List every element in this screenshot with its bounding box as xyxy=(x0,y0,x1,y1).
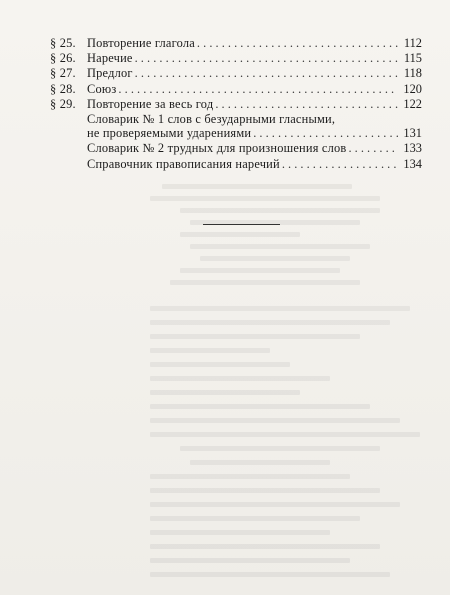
page-number: 120 xyxy=(403,81,422,96)
section-title: Наречие xyxy=(87,51,133,66)
page-number: 112 xyxy=(403,36,422,50)
page-number: 118 xyxy=(403,66,422,81)
section-divider-rule xyxy=(203,224,280,225)
leader-dots xyxy=(348,141,398,156)
section-number: § 26. xyxy=(50,51,76,66)
section-number: § 27. xyxy=(50,66,76,81)
toc-entry[interactable] xyxy=(50,97,422,112)
toc-appendix-entry-continued[interactable] xyxy=(50,126,422,141)
section-number: § 28. xyxy=(50,81,76,96)
toc-entry[interactable] xyxy=(50,66,422,81)
leader-dots xyxy=(118,82,398,97)
leader-dots xyxy=(135,51,398,66)
page-number: 122 xyxy=(403,96,422,111)
toc-appendix-entry[interactable] xyxy=(50,157,422,172)
leader-dots xyxy=(253,126,398,141)
toc-appendix-entry[interactable] xyxy=(50,112,422,126)
appendix-title: Словарик № 2 трудных для произношения слов xyxy=(87,141,347,156)
section-title: Повторение глагола xyxy=(87,36,195,50)
page-number: 131 xyxy=(403,126,422,141)
bleed-through-text xyxy=(150,170,450,595)
appendix-title: Справочник правописания наречий xyxy=(87,156,280,171)
leader-dots xyxy=(197,36,398,51)
section-number: § 29. xyxy=(50,96,76,111)
appendix-title-line2: не проверяемыми ударениями xyxy=(87,126,252,141)
leader-dots xyxy=(215,97,398,112)
page-number: 134 xyxy=(403,156,422,171)
leader-dots xyxy=(135,66,398,81)
section-title: Союз xyxy=(87,81,117,96)
toc-entry[interactable] xyxy=(50,51,422,66)
toc-entry[interactable] xyxy=(50,36,422,51)
section-title: Повторение за весь год xyxy=(87,96,214,111)
toc-entry[interactable] xyxy=(50,82,422,97)
section-title: Предлог xyxy=(87,66,133,81)
toc-appendix-entry[interactable] xyxy=(50,141,422,156)
appendix-title-line1: Словарик № 1 слов с безударными гласными, xyxy=(87,111,336,126)
table-of-contents xyxy=(50,36,422,172)
section-number: § 25. xyxy=(50,36,76,50)
page-number: 133 xyxy=(403,141,422,156)
page-number: 115 xyxy=(403,51,422,66)
leader-dots xyxy=(282,157,398,172)
